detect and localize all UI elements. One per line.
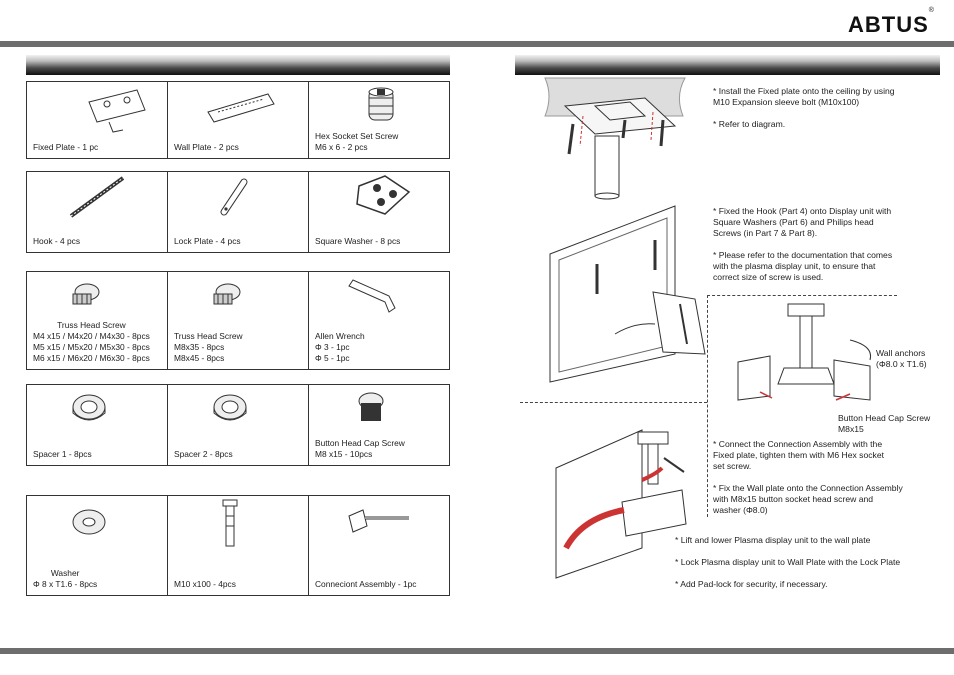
left-section-header — [26, 55, 450, 75]
part-label — [315, 131, 398, 153]
dashed-divider — [707, 295, 708, 517]
hex-set-screw-icon — [309, 82, 450, 134]
part-label — [33, 568, 97, 590]
part-label — [315, 236, 400, 247]
step-line: * Add Pad-lock for security, if necessary. — [675, 579, 828, 589]
step-line — [713, 108, 943, 119]
connection-assembly-icon — [309, 496, 450, 548]
part-cell — [309, 496, 450, 596]
part-qty: Wall Plate - 2 pcs — [174, 142, 239, 152]
step4-text — [675, 535, 945, 590]
step-line: * Please refer to the documentation that comes — [713, 250, 893, 260]
button-screw-label — [838, 413, 954, 435]
part-cell — [168, 172, 309, 253]
step-line — [675, 546, 945, 557]
step-line: Screws (in Part 7 & Part 8). — [713, 228, 818, 238]
part-title: Washer — [50, 568, 80, 578]
truss-screw-icon — [27, 272, 168, 324]
step-line: washer (Φ8.0) — [713, 505, 768, 515]
wall-plate-icon — [168, 82, 309, 134]
step-line: set screw. — [713, 461, 752, 471]
part-title: Hex Socket Set Screw — [315, 131, 399, 141]
part-cell — [27, 82, 168, 159]
display-hook-diagram — [545, 204, 715, 384]
part-qty: Conneciont Assembly - 1pc — [315, 579, 417, 589]
wall-anchors-label — [876, 348, 954, 370]
part-qty: Spacer 2 - 8pcs — [174, 449, 233, 459]
top-divider-bar — [0, 41, 954, 47]
step-line: * Lock Plasma display unit to Wall Plate with the Lock Plate — [675, 557, 901, 567]
parts-table — [26, 384, 450, 466]
step-line: Fixed plate, tighten them with M6 Hex socket — [713, 450, 884, 460]
step-line: * Lift and lower Plasma display unit to the wall plate — [675, 535, 871, 545]
ceiling-install-diagram — [525, 76, 695, 206]
step-line: with the plasma display unit, to ensure that — [713, 261, 876, 271]
part-qty: M8x35 - 8pcs — [174, 342, 225, 352]
expansion-bolt-icon — [168, 496, 309, 548]
allen-wrench-icon — [309, 272, 450, 324]
part-cell — [168, 385, 309, 466]
truss-screw-icon — [168, 272, 309, 324]
parts-row — [27, 272, 450, 370]
part-cell — [309, 385, 450, 466]
step-line: * Install the Fixed plate onto the ceiling by using — [713, 86, 895, 96]
step-line: * Refer to diagram. — [713, 119, 786, 129]
parts-row — [27, 82, 450, 159]
part-qty: M4 x15 / M4x20 / M4x30 - 8pcs — [33, 331, 150, 341]
part-qty: Φ 3 - 1pc — [315, 342, 350, 352]
part-cell — [168, 82, 309, 159]
callout-line: Button Head Cap Screw — [838, 413, 931, 423]
parts-table — [26, 271, 450, 370]
step3-text — [713, 439, 943, 516]
step-line: Square Washers (Part 6) and Philips head — [713, 217, 874, 227]
parts-row — [27, 172, 450, 253]
step-line — [713, 239, 943, 250]
washer-icon — [27, 496, 168, 548]
part-cell — [27, 272, 168, 370]
part-qty: Fixed Plate - 1 pc — [33, 142, 99, 152]
step-line: * Fix the Wall plate onto the Connection Assembly — [713, 483, 903, 493]
part-label — [315, 579, 416, 590]
part-label — [174, 449, 233, 460]
part-title: Truss Head Screw — [57, 320, 126, 330]
part-cell — [27, 385, 168, 466]
callout-line: (Φ8.0 x T1.6) — [876, 359, 927, 369]
hook-icon — [27, 172, 168, 224]
parts-table — [26, 171, 450, 253]
part-label — [174, 331, 243, 364]
part-cell — [309, 82, 450, 159]
bottom-divider-bar — [0, 648, 954, 654]
part-label — [174, 236, 241, 247]
part-label — [33, 142, 98, 153]
part-qty: M8x45 - 8pcs — [174, 353, 225, 363]
callout-line: M8x15 — [838, 424, 864, 434]
callout-line: Wall anchors — [876, 348, 926, 358]
part-title: Allen Wrench — [315, 331, 365, 341]
part-title: Button Head Cap Screw — [315, 438, 405, 448]
step-line: * Connect the Connection Assembly with the — [713, 439, 883, 449]
step-line — [675, 568, 945, 579]
parts-table — [26, 81, 450, 159]
part-qty: M5 x15 / M5x20 / M5x30 - 8pcs — [33, 342, 150, 352]
fixed-plate-icon — [27, 82, 168, 134]
part-qty: Φ 8 x T1.6 - 8pcs — [33, 579, 98, 589]
part-cell — [309, 272, 450, 370]
part-cell — [309, 172, 450, 253]
spacer-icon — [168, 385, 309, 437]
part-label — [33, 320, 150, 364]
part-cell — [168, 272, 309, 370]
step-line: M10 Expansion sleeve bolt (M10x100) — [713, 97, 860, 107]
part-qty: Spacer 1 - 8pcs — [33, 449, 92, 459]
part-qty: M8 x15 - 10pcs — [315, 449, 373, 459]
step2-text — [713, 206, 943, 283]
part-qty: Hook - 4 pcs — [33, 236, 81, 246]
part-qty: M6 x15 / M6x20 / M6x30 - 8pcs — [33, 353, 150, 363]
part-label — [174, 579, 236, 590]
parts-row — [27, 496, 450, 596]
part-label — [315, 438, 405, 460]
button-cap-screw-icon — [309, 385, 450, 437]
part-qty: Square Washer - 8 pcs — [315, 236, 401, 246]
part-label — [174, 142, 239, 153]
square-washer-icon — [309, 172, 450, 224]
part-label — [33, 236, 80, 247]
part-title: Truss Head Screw — [174, 331, 243, 341]
step-line: with M8x15 button socket head screw and — [713, 494, 874, 504]
brand-logo: ABTUS® — [848, 6, 935, 37]
step-line — [713, 472, 943, 483]
part-label — [315, 331, 365, 364]
part-label — [33, 449, 92, 460]
step-line: * Fixed the Hook (Part 4) onto Display unit with — [713, 206, 892, 216]
part-qty: M6 x 6 - 2 pcs — [315, 142, 368, 152]
part-cell — [27, 172, 168, 253]
part-qty: Lock Plate - 4 pcs — [174, 236, 241, 246]
right-section-header — [515, 55, 940, 75]
step1-text — [713, 86, 943, 130]
dashed-divider — [707, 295, 897, 296]
part-cell — [27, 496, 168, 596]
spacer-icon — [27, 385, 168, 437]
parts-table — [26, 495, 450, 596]
dashed-divider — [520, 402, 707, 403]
part-qty: M10 x100 - 4pcs — [174, 579, 236, 589]
lock-plate-icon — [168, 172, 309, 224]
part-qty: Φ 5 - 1pc — [315, 353, 350, 363]
step-line: correct size of screw is used. — [713, 272, 824, 282]
parts-row — [27, 385, 450, 466]
part-cell — [168, 496, 309, 596]
connection-assembly-diagram — [730, 300, 880, 410]
